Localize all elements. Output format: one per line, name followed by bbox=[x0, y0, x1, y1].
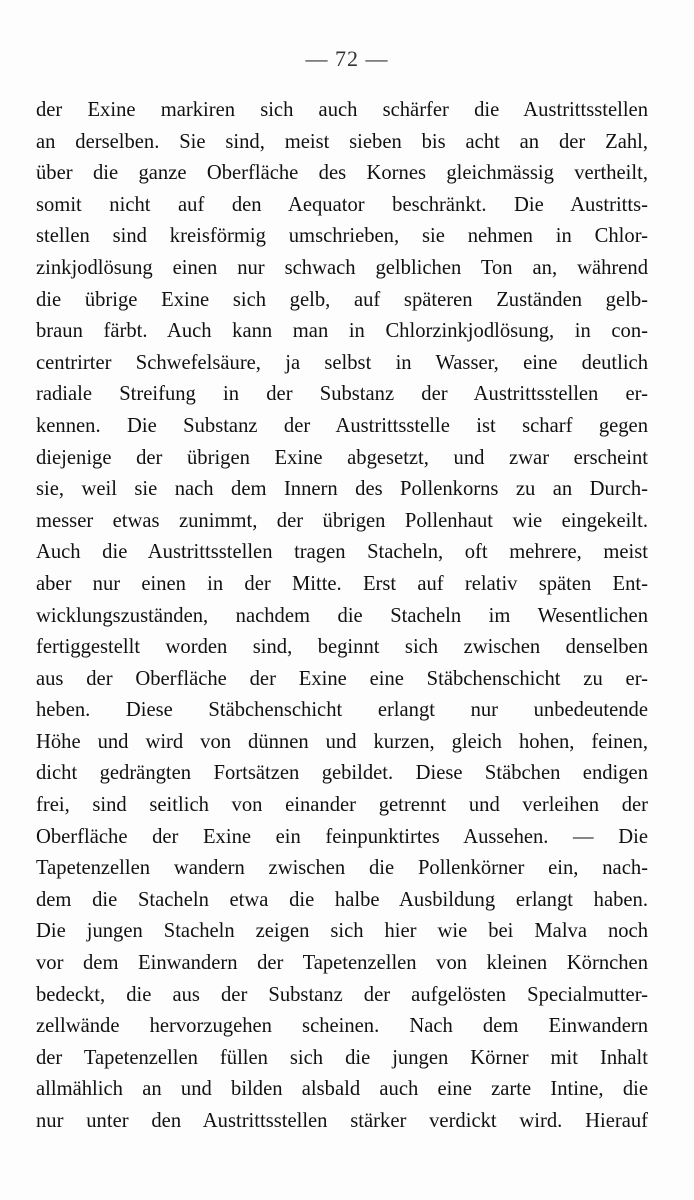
text-line: über die ganze Oberfläche des Kornes gleichmässig vertheilt, bbox=[36, 162, 648, 185]
text-line: der Tapetenzellen füllen sich die jungen Körner mit Inhalt bbox=[36, 1046, 648, 1069]
text-line: messer etwas zunimmt, der übrigen Pollenhaut wie eingekeilt. bbox=[36, 509, 648, 532]
text-line: dem die Stacheln etwa die halbe Ausbildung erlangt haben. bbox=[36, 888, 648, 911]
text-line: bedeckt, die aus der Substanz der aufgelösten Specialmutter- bbox=[36, 983, 648, 1006]
text-line: die übrige Exine sich gelb, auf späteren Zuständen gelb- bbox=[36, 288, 648, 311]
text-line: somit nicht auf den Aequator beschränkt. Die Austritts- bbox=[36, 193, 648, 216]
text-line: aber nur einen in der Mitte. Erst auf relativ späten Ent- bbox=[36, 572, 648, 595]
text-line: zellwände hervorzugehen scheinen. Nach dem Einwandern bbox=[36, 1015, 648, 1038]
text-line: wicklungszuständen, nachdem die Stacheln im Wesentlichen bbox=[36, 604, 648, 627]
text-line: zinkjodlösung einen nur schwach gelblichen Ton an, während bbox=[36, 256, 648, 279]
text-line: sie, weil sie nach dem Innern des Pollenkorns zu an Durch- bbox=[36, 478, 648, 501]
text-line: stellen sind kreisförmig umschrieben, sie nehmen in Chlor- bbox=[36, 225, 648, 248]
text-line: Oberfläche der Exine ein feinpunktirtes Aussehen. — Die bbox=[36, 825, 648, 848]
text-line: radiale Streifung in der Substanz der Austrittsstellen er- bbox=[36, 383, 648, 406]
text-line: braun färbt. Auch kann man in Chlorzinkjodlösung, in con- bbox=[36, 320, 648, 343]
text-line: nur unter den Austrittsstellen stärker verdickt wird. Hierauf bbox=[36, 1110, 648, 1132]
text-line: dicht gedrängten Fortsätzen gebildet. Diese Stäbchen endigen bbox=[36, 762, 648, 785]
text-line: frei, sind seitlich von einander getrennt und verleihen der bbox=[36, 794, 648, 817]
text-line: allmählich an und bilden alsbald auch eine zarte Intine, die bbox=[36, 1078, 648, 1101]
text-line: heben. Diese Stäbchenschicht erlangt nur unbedeutende bbox=[36, 699, 648, 722]
text-line: kennen. Die Substanz der Austrittsstelle ist scharf gegen bbox=[36, 414, 648, 437]
text-line: Höhe und wird von dünnen und kurzen, gleich hohen, feinen, bbox=[36, 730, 648, 753]
text-line: der Exine markiren sich auch schärfer die Austrittsstellen bbox=[36, 99, 648, 121]
text-line: Auch die Austrittsstellen tragen Stacheln, oft mehrere, meist bbox=[36, 541, 648, 564]
text-line: aus der Oberfläche der Exine eine Stäbchenschicht zu er- bbox=[36, 667, 648, 690]
page-number: — 72 — bbox=[305, 46, 389, 71]
text-line: diejenige der übrigen Exine abgesetzt, und zwar erscheint bbox=[36, 446, 648, 469]
text-line: fertiggestellt worden sind, beginnt sich zwischen denselben bbox=[36, 636, 648, 659]
text-line: Die jungen Stacheln zeigen sich hier wie bei Malva noch bbox=[36, 920, 648, 943]
body-text bbox=[36, 95, 648, 1138]
text-line: Tapetenzellen wandern zwischen die Pollenkörner ein, nach- bbox=[36, 857, 648, 880]
text-line: an derselben. Sie sind, meist sieben bis acht an der Zahl, bbox=[36, 130, 648, 153]
text-line: vor dem Einwandern der Tapetenzellen von kleinen Körnchen bbox=[36, 952, 648, 975]
text-line: centrirter Schwefelsäure, ja selbst in Wasser, eine deutlich bbox=[36, 351, 648, 374]
